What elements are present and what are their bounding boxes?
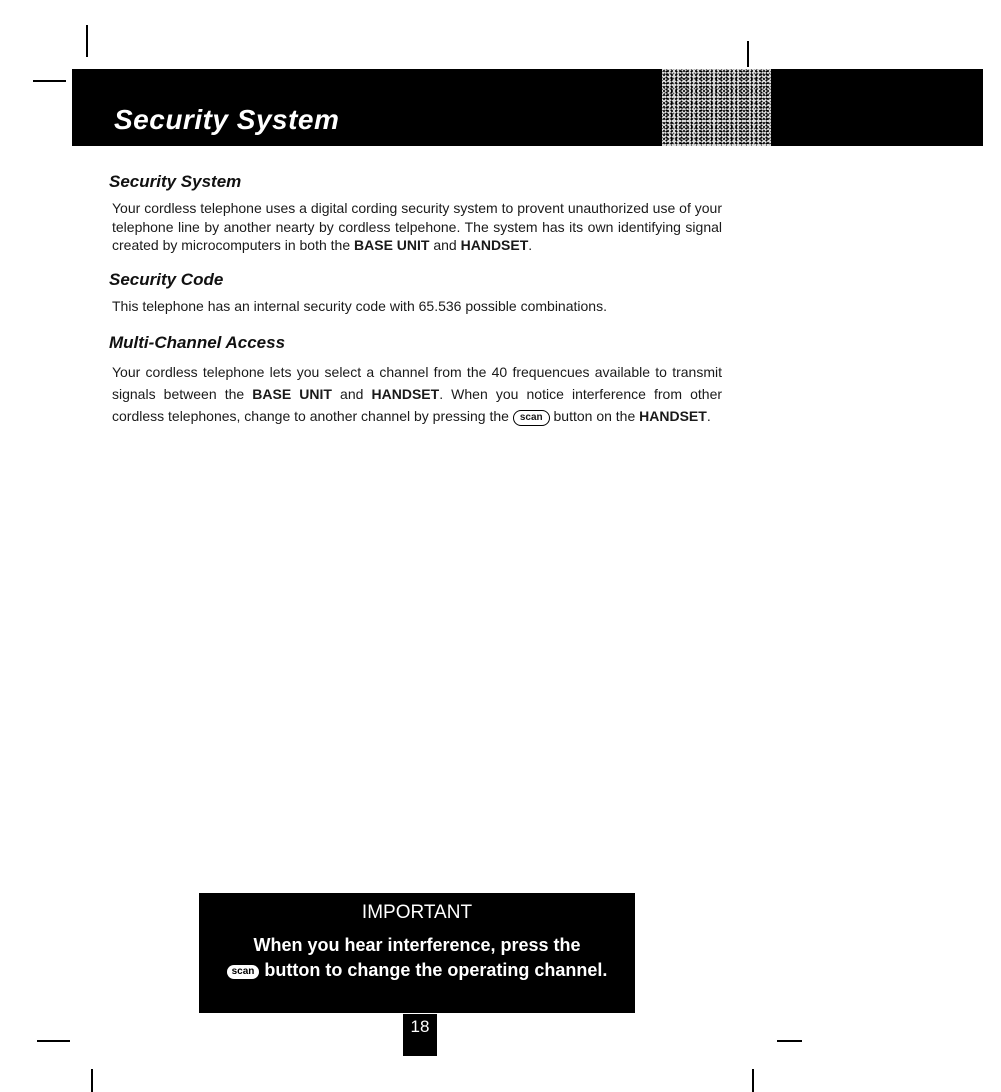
section-paragraph-multi-channel-access: Your cordless telephone lets you select a channel from the 40 frequencues available to transmit signals between the BASE UNIT and HANDSET. When you notice interference from other cordless telephones, change to another channel by pressing the scan button on the HANDSET. — [112, 364, 723, 424]
important-text: When you hear interference, press the scan button to change the operating channel. — [199, 933, 635, 983]
scan-button-icon: scan — [513, 410, 550, 426]
crop-mark — [777, 1040, 802, 1042]
page-title: Security System — [114, 104, 340, 135]
crop-mark — [91, 1069, 93, 1092]
section-paragraph-security-system: Your cordless telephone uses a digital cording security system to provent unauthorized use of your telephone line by another nearty by cordless telpehone. The system has its own identifying signal created by microcomputers in both the BASE UNIT and HANDSET. — [112, 200, 722, 253]
crop-mark — [37, 1040, 70, 1042]
scan-button-icon: scan — [227, 965, 260, 979]
crop-mark — [747, 41, 749, 67]
header-texture-block — [662, 69, 771, 146]
page-number: 18 — [403, 1014, 437, 1056]
section-paragraph-security-code: This telephone has an internal security code with 65.536 possible combinations. — [112, 298, 607, 314]
section-heading-security-code: Security Code — [109, 270, 224, 289]
crop-mark — [86, 25, 88, 57]
section-heading-security-system: Security System — [109, 172, 242, 191]
important-title: IMPORTANT — [361, 902, 473, 923]
crop-mark — [33, 80, 66, 82]
section-heading-multi-channel-access: Multi-Channel Access — [109, 333, 286, 352]
important-notice — [199, 893, 635, 1013]
crop-mark — [752, 1069, 754, 1092]
